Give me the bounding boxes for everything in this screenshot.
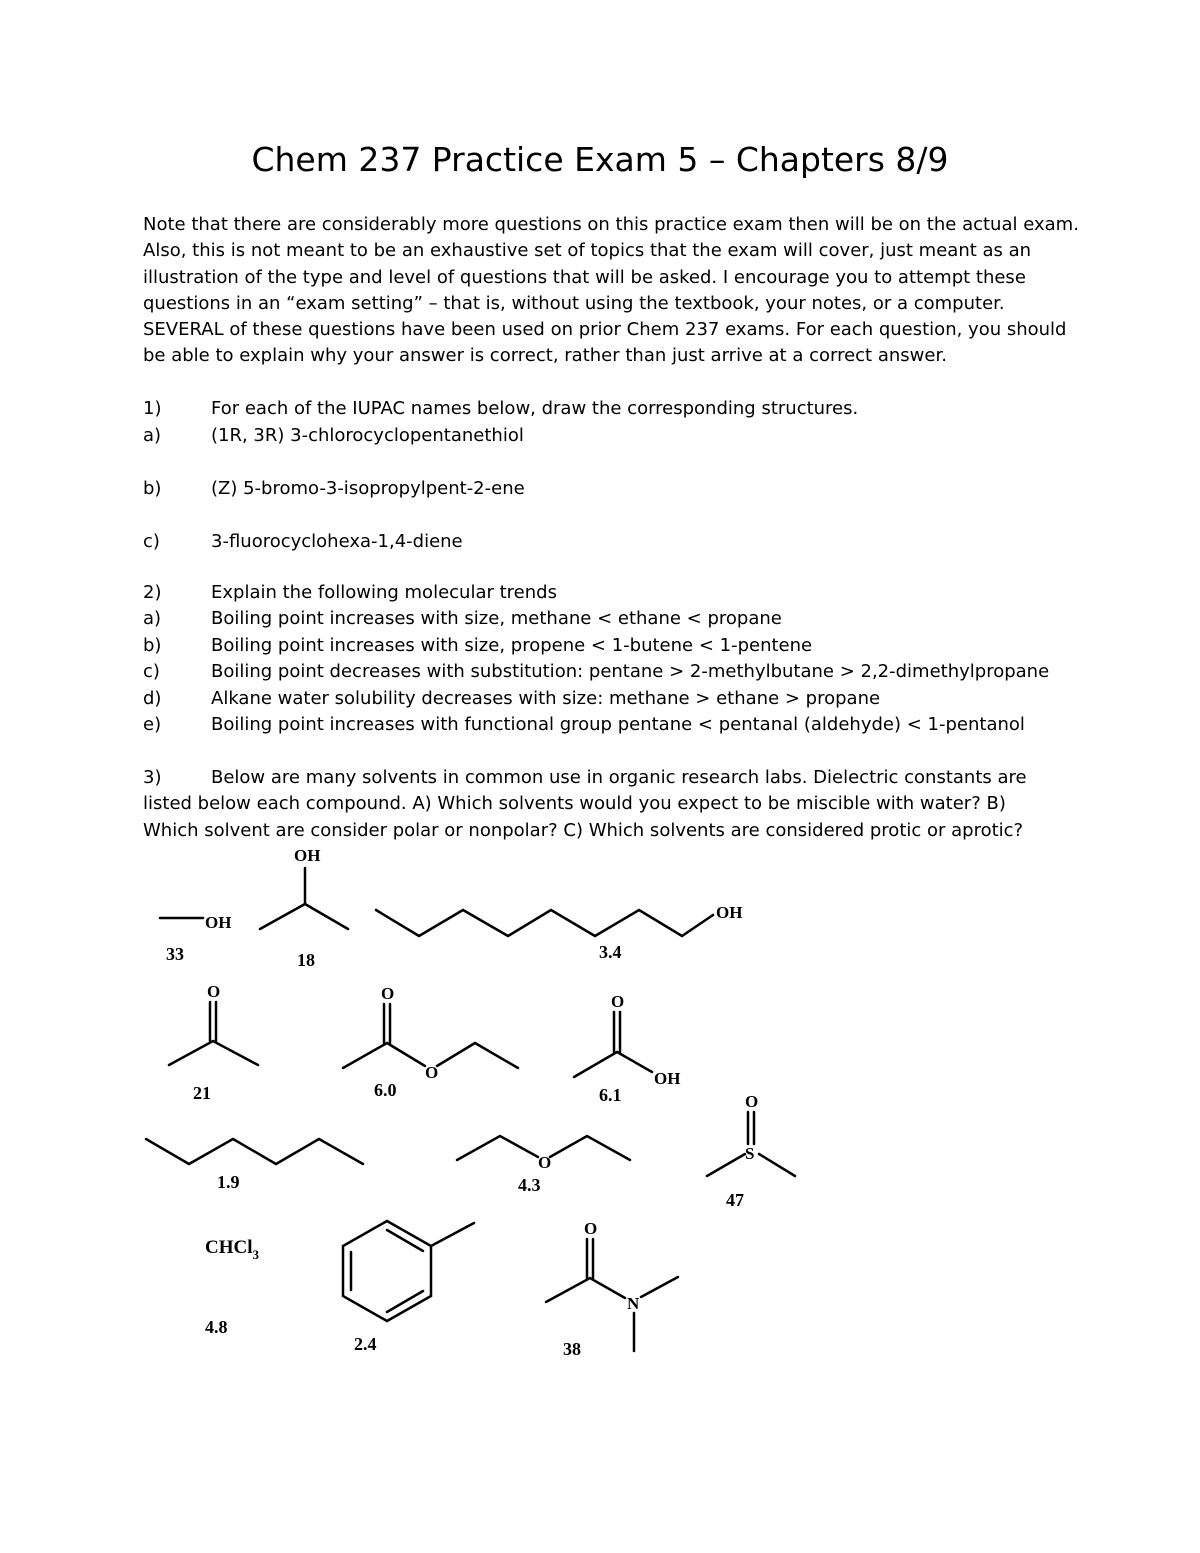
q1-number: 1) bbox=[143, 398, 162, 419]
dielectric-hexane: 1.9 bbox=[217, 1172, 240, 1192]
q3-text: Below are many solvents in common use in organic research labs. Dielectric constants are listed below each compound. A) Which solvents would you expect to be miscible with water? B) Which solvent are consider polar or nonpolar? C) Which solvents are considered protic or aprotic? bbox=[143, 767, 1027, 841]
q1b-label: b) bbox=[143, 478, 162, 499]
sulfur-label: S bbox=[745, 1144, 755, 1163]
q2a-text: Boiling point increases with size, methane < ethane < propane bbox=[211, 608, 782, 629]
q2b-label: b) bbox=[143, 635, 162, 656]
q2c-text: Boiling point decreases with substitution: pentane > 2-methylbutane > 2,2-dimethylpropane bbox=[211, 661, 1050, 682]
q2d-text: Alkane water solubility decreases with size: methane > ethane > propane bbox=[211, 688, 881, 709]
diethyl-ether-structure bbox=[457, 1136, 630, 1195]
q2e-text: Boiling point increases with functional group pentane < pentanal (aldehyde) < 1-pentanol bbox=[211, 714, 1025, 735]
bond bbox=[574, 1052, 652, 1077]
bond bbox=[169, 1041, 258, 1065]
hydroxyl-label: OH bbox=[205, 913, 232, 932]
dielectric-dmso: 47 bbox=[726, 1190, 744, 1210]
dielectric-chloroform: 4.8 bbox=[205, 1317, 228, 1337]
q2d-label: d) bbox=[143, 688, 162, 709]
benzene-ring bbox=[343, 1221, 431, 1321]
toluene-structure bbox=[343, 1221, 474, 1354]
q1a-text: (1R, 3R) 3-chlorocyclopentanethiol bbox=[211, 425, 524, 446]
bond bbox=[550, 1136, 630, 1160]
q1a-label: a) bbox=[143, 425, 162, 446]
bond bbox=[437, 1043, 518, 1068]
ether-oxygen-label: O bbox=[538, 1153, 552, 1172]
q1b-text: (Z) 5-bromo-3-isopropylpent-2-ene bbox=[211, 478, 525, 499]
chloroform-formula: CHCl$_3$ bbox=[205, 1237, 259, 1262]
intro-note bbox=[143, 212, 1079, 370]
bond bbox=[759, 1154, 795, 1176]
intro-line: illustration of the type and level of questions that will be asked. I encourage you to attempt these bbox=[143, 266, 1026, 288]
octanol-structure bbox=[376, 903, 742, 962]
dmso-structure bbox=[707, 1092, 795, 1210]
bond bbox=[457, 1136, 538, 1160]
oxygen-label: O bbox=[207, 982, 221, 1001]
intro-line: questions in an “exam setting” – that is, without using the textbook, your notes, or a computer. bbox=[143, 292, 1005, 314]
q2-number: 2) bbox=[143, 582, 162, 603]
dma-structure bbox=[546, 1219, 678, 1359]
double-bond bbox=[387, 1230, 423, 1251]
oxygen-label: O bbox=[381, 984, 395, 1003]
bond bbox=[146, 1139, 363, 1164]
dielectric-octanol: 3.4 bbox=[599, 942, 622, 962]
isopropanol-structure bbox=[260, 846, 348, 970]
bond bbox=[546, 1278, 625, 1302]
dielectric-acetic-acid: 6.1 bbox=[599, 1085, 622, 1105]
methanol-structure bbox=[160, 913, 231, 964]
oxygen-label: O bbox=[745, 1092, 759, 1111]
dielectric-toluene: 2.4 bbox=[354, 1334, 377, 1354]
chloroform-structure bbox=[205, 1237, 260, 1337]
solvent-structures bbox=[0, 840, 1200, 1440]
nitrogen-label: N bbox=[627, 1294, 640, 1313]
bond bbox=[343, 1043, 425, 1068]
dielectric-acetone: 21 bbox=[193, 1083, 211, 1103]
q2b-text: Boiling point increases with size, propene < 1-butene < 1-pentene bbox=[211, 635, 813, 656]
bond bbox=[641, 1277, 678, 1297]
dielectric-diethyl-ether: 4.3 bbox=[518, 1175, 541, 1195]
hydroxyl-label: OH bbox=[716, 903, 743, 922]
acetone-structure bbox=[169, 982, 258, 1103]
intro-line: be able to explain why your answer is correct, rather than just arrive at a correct answer. bbox=[143, 345, 947, 367]
q1c-label: c) bbox=[143, 531, 160, 552]
bond bbox=[376, 910, 713, 936]
hexane-structure bbox=[146, 1139, 363, 1192]
acetic-acid-structure bbox=[574, 992, 680, 1105]
bond bbox=[260, 904, 348, 929]
q2-prompt: Explain the following molecular trends bbox=[211, 582, 557, 603]
q3-number: 3) bbox=[143, 767, 162, 788]
intro-line: Also, this is not meant to be an exhaustive set of topics that the exam will cover, just meant as an bbox=[143, 240, 1032, 262]
dielectric-isopropanol: 18 bbox=[297, 950, 315, 970]
q1-prompt: For each of the IUPAC names below, draw the corresponding structures. bbox=[211, 398, 859, 419]
hydroxyl-label: OH bbox=[294, 846, 321, 865]
intro-line: SEVERAL of these questions have been used on prior Chem 237 exams. For each question, you should bbox=[143, 319, 1067, 341]
page-title: Chem 237 Practice Exam 5 – Chapters 8/9 bbox=[251, 140, 949, 179]
methyl-bond bbox=[431, 1223, 474, 1246]
q2e-label: e) bbox=[143, 714, 162, 735]
oxygen-label: O bbox=[584, 1219, 598, 1238]
dielectric-methanol: 33 bbox=[166, 944, 184, 964]
ethyl-acetate-structure bbox=[343, 984, 518, 1100]
q2c-label: c) bbox=[143, 661, 160, 682]
intro-line: Note that there are considerably more questions on this practice exam then will be on the actual exam. bbox=[143, 214, 1079, 235]
ether-oxygen-label: O bbox=[425, 1063, 439, 1082]
dielectric-ethyl-acetate: 6.0 bbox=[374, 1080, 397, 1100]
q2a-label: a) bbox=[143, 608, 162, 629]
double-bond bbox=[387, 1291, 423, 1312]
dielectric-dma: 38 bbox=[563, 1339, 581, 1359]
bond bbox=[707, 1154, 745, 1176]
q1c-text: 3-fluorocyclohexa-1,4-diene bbox=[211, 531, 463, 552]
oxygen-label: O bbox=[611, 992, 625, 1011]
hydroxyl-label: OH bbox=[654, 1069, 681, 1088]
